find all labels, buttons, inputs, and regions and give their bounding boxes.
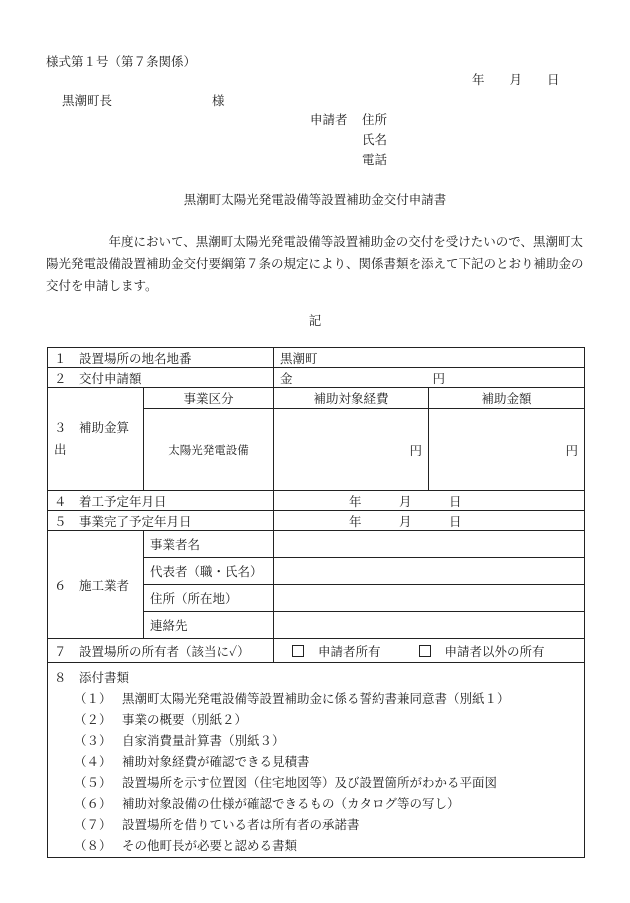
location-value[interactable]: 黒潮町 bbox=[274, 348, 585, 368]
end-date-label: ５ 事業完了予定年月日 bbox=[48, 511, 274, 531]
owner-option-1-checkbox[interactable] bbox=[292, 645, 304, 657]
ki-heading: 記 bbox=[308, 313, 322, 328]
document-title: 黒潮町太陽光発電設備等設置補助金交付申請書 bbox=[183, 192, 447, 207]
col-amount: 補助金額 bbox=[429, 388, 585, 409]
owner-options bbox=[274, 639, 585, 663]
row-location bbox=[48, 348, 585, 368]
attachment-item bbox=[54, 708, 578, 729]
row-start-date bbox=[48, 491, 585, 511]
row-contractor-name bbox=[48, 531, 585, 558]
attachment-number: （４） bbox=[74, 753, 112, 769]
attachment-item bbox=[54, 750, 578, 771]
attachment-text: 設置場所を示す位置図（住宅地図等）及び設置箇所がわかる平面図 bbox=[122, 774, 498, 790]
attachment-number: （２） bbox=[74, 711, 112, 727]
owner-option-1-label: 申請者所有 bbox=[318, 643, 381, 659]
location-label: １ 設置場所の地名地番 bbox=[48, 348, 274, 368]
attachment-item bbox=[54, 792, 578, 813]
contractor-field-label: 事業者名 bbox=[144, 531, 274, 558]
attachment-number: （３） bbox=[74, 732, 112, 748]
attachment-text: 補助対象経費が確認できる見積書 bbox=[122, 753, 310, 769]
attachment-item bbox=[54, 687, 578, 708]
end-date-value[interactable]: 年 月 日 bbox=[274, 511, 585, 531]
date-line: 年 月 日 bbox=[472, 72, 560, 87]
request-amount-label: ２ 交付申請額 bbox=[48, 368, 274, 388]
attachment-text: 黒潮町太陽光発電設備等設置補助金に係る誓約書兼同意書（別紙１） bbox=[122, 690, 510, 706]
attachments-label: ８ 添付書類 bbox=[54, 669, 130, 685]
attachment-number: （１） bbox=[74, 690, 112, 706]
attachment-text: その他町長が必要と認める書類 bbox=[122, 837, 298, 853]
row-end-date bbox=[48, 511, 585, 531]
contractor-address-value[interactable] bbox=[274, 585, 585, 612]
attachments-list bbox=[54, 687, 578, 855]
attachment-number: （７） bbox=[74, 816, 112, 832]
attachment-item bbox=[54, 834, 578, 855]
owner-label: ７ 設置場所の所有者（該当に✓） bbox=[48, 639, 274, 663]
owner-option-2-checkbox[interactable] bbox=[419, 645, 431, 657]
row-request-amount bbox=[48, 368, 585, 388]
contractor-label: ６ 施工業者 bbox=[48, 531, 144, 639]
amount-prefix: 金 bbox=[280, 370, 293, 386]
attachment-text: 事業の概要（別紙２） bbox=[122, 711, 248, 727]
attachment-item bbox=[54, 813, 578, 834]
attachment-text: 設置場所を借りている者は所有者の承諾書 bbox=[122, 816, 360, 832]
attachments-cell bbox=[48, 663, 585, 858]
body-text: 年度において、黒潮町太陽光発電設備等設置補助金の交付を受けたいので、黒潮町太陽光発電設備設置補助金交付要綱第７条の規定により、関係書類を添えて下記のとおり補助金の交付を申請します。 bbox=[46, 234, 584, 293]
col-cost: 補助対象経費 bbox=[274, 388, 429, 409]
owner-option-2-label: 申請者以外の所有 bbox=[444, 643, 545, 659]
row-owner bbox=[48, 639, 585, 663]
attachment-number: （８） bbox=[74, 837, 112, 853]
contractor-rep-value[interactable] bbox=[274, 558, 585, 585]
contractor-field-label: 代表者（職・氏名） bbox=[144, 558, 274, 585]
amount-value[interactable]: 円 bbox=[429, 409, 585, 491]
addressee: 黒潮町長 様 bbox=[62, 93, 225, 108]
attachment-number: （５） bbox=[74, 774, 112, 790]
row-calc-header bbox=[48, 388, 585, 409]
cost-value[interactable]: 円 bbox=[274, 409, 429, 491]
request-amount-value[interactable] bbox=[274, 368, 585, 388]
applicant-label: 申請者 bbox=[310, 112, 348, 127]
calc-label: ３ 補助金算出 bbox=[48, 388, 144, 491]
start-date-label: ４ 着工予定年月日 bbox=[48, 491, 274, 511]
attachment-item bbox=[54, 771, 578, 792]
row-attachments bbox=[48, 663, 585, 858]
contractor-field-label: 連絡先 bbox=[144, 612, 274, 639]
contractor-name-value[interactable] bbox=[274, 531, 585, 558]
attachment-text: 自家消費量計算書（別紙３） bbox=[122, 732, 285, 748]
attachment-item bbox=[54, 729, 578, 750]
form-number: 様式第１号（第７条関係） bbox=[46, 54, 197, 69]
category-value: 太陽光発電設備 bbox=[144, 409, 274, 491]
name-label: 氏名 bbox=[362, 132, 388, 147]
amount-suffix: 円 bbox=[432, 370, 446, 386]
attachment-text: 補助対象設備の仕様が確認できるもの（カタログ等の写し） bbox=[122, 795, 460, 811]
application-table bbox=[47, 347, 585, 858]
contractor-field-label: 住所（所在地） bbox=[144, 585, 274, 612]
start-date-value[interactable]: 年 月 日 bbox=[274, 491, 585, 511]
col-category: 事業区分 bbox=[144, 388, 274, 409]
address-label: 住所 bbox=[362, 112, 388, 127]
phone-label: 電話 bbox=[362, 152, 388, 167]
attachment-number: （６） bbox=[74, 795, 112, 811]
contractor-contact-value[interactable] bbox=[274, 612, 585, 639]
